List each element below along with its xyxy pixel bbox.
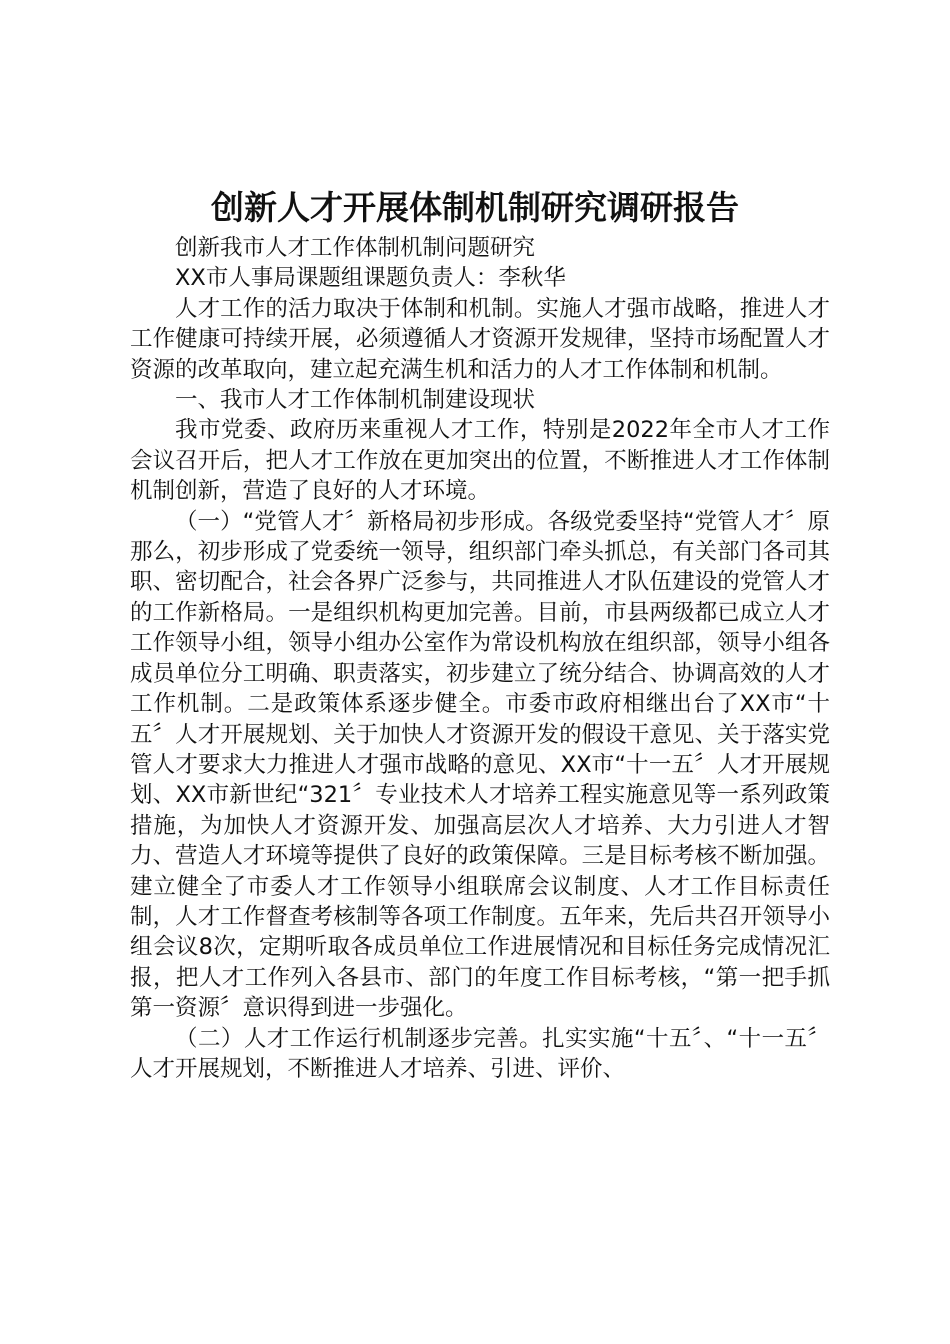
section-heading: 一、我市人才工作体制机制建设现状 [175,387,536,414]
author-paragraph: XX市人事局课题组课题负责人：李秋华 [175,265,566,292]
intro-paragraph: 人才工作的活力取决于体制和机制。实施人才强市战略，推进人才工作健康可持续开展，必须遵循人才资源开发规律，坚持市场配置人才资源的改革取向，建立起充满生机和活力的人才工作体制和机制。 [130,295,830,383]
body-paragraph: （二）人才工作运行机制逐步完善。扎实实施“十五〞、“十一五〞人才开展规划，不断推进人才培养、引进、评价、 [130,1025,830,1082]
document-title: 创新人才开展体制机制研究调研报告 [211,188,739,227]
subtitle-paragraph: 创新我市人才工作体制机制问题研究 [175,235,536,261]
document-body [130,233,830,1084]
body-paragraph: （一）“党管人才〞新格局初步形成。各级党委坚持“党管人才〞原那么，初步形成了党委统一领导，组织部门牵头抓总，有关部门各司其职、密切配合，社会各界广泛参与，共同推进人才队伍建设的党管人才的工作新格局。一是组织机构更加完善。目前，市县两级都已成立人才工作领导小组，领导小组办公室作为常设机构放在组织部，领导小组各成员单位分工明确、职责落实，初步建立了统分结合、协调高效的人才工作机制。二是政策体系逐步健全。市委市政府相继出台了XX市“十五〞人才开展规划、关于加快人才资源开发的假设干意见、关于落实党管人才要求大力推进人才强市战略的意见、XX市“十一五〞人才开展规划、XX市新世纪“321〞专业技术人才培养工程实施意见等一系列政策措施，为加快人才资源开发、加强高层次人才培养、大力引进人才智力、营造人才环境等提供了良好的政策保障。三是目标考核不断加强。建立健全了市委人才工作领导小组联席会议制度、人才工作目标责任制，人才工作督查考核制等各项工作制度。五年来，先后共召开领导小组会议8次，定期听取各成员单位工作进展情况和目标任务完成情况汇报，把人才工作列入各县市、部门的年度工作目标考核，“第一把手抓第一资源〞意识得到进一步强化。 [130,508,830,1022]
body-paragraph: 我市党委、政府历来重视人才工作，特别是2022年全市人才工作会议召开后，把人才工作放在更加突出的位置，不断推进人才工作体制机制创新，营造了良好的人才环境。 [130,417,830,505]
